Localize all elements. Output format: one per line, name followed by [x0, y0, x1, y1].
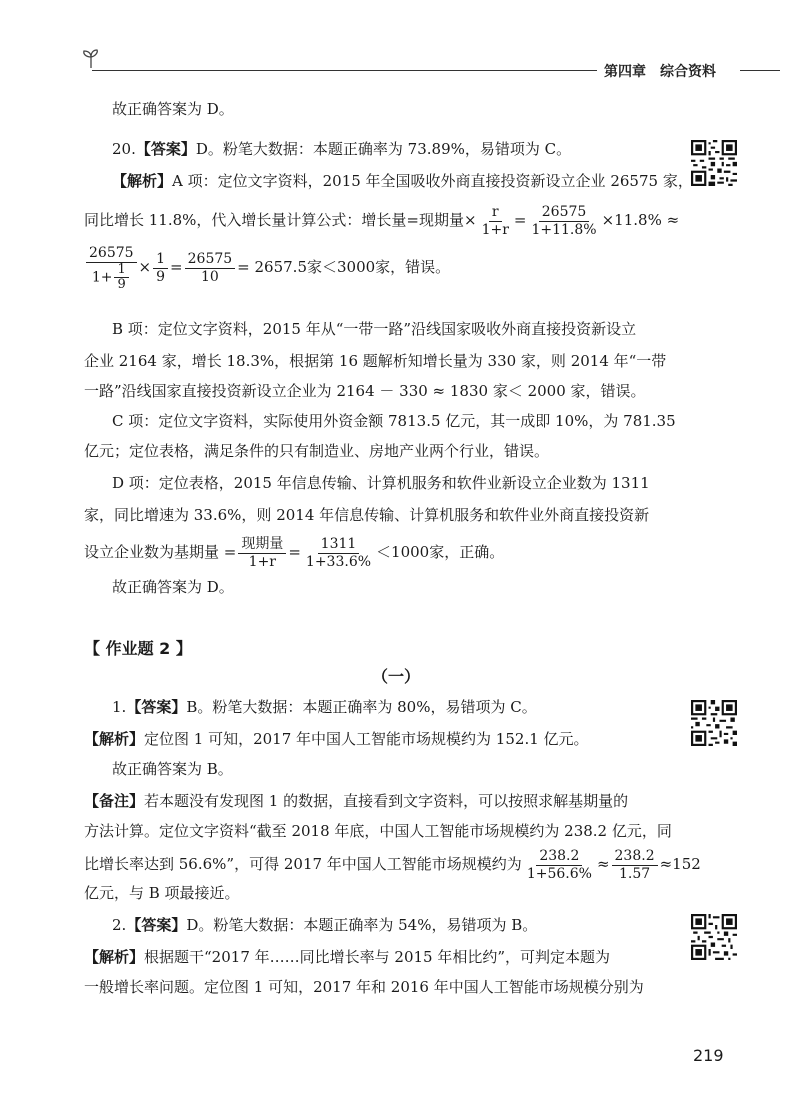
- q1-analysis-text: 定位图 1 可知，2017 年中国人工智能市场规模约为 152.1 亿元。: [144, 730, 589, 748]
- q1-conclusion: 故正确答案为 B。: [112, 760, 233, 778]
- fraction-numerator: 1: [153, 251, 168, 269]
- fraction: [528, 204, 599, 239]
- c-line2: 亿元；定位表格，满足条件的只有制造业、房地产业两个行业，错误。: [84, 442, 550, 460]
- fraction: [303, 536, 374, 571]
- q1-analysis: [84, 728, 589, 750]
- approx-sign: ≈: [596, 855, 610, 873]
- homework-title: 【 作业题 2 】: [84, 639, 192, 658]
- q1-note-line2: 方法计算。定位文字资料“截至 2018 年底，中国人工智能市场规模约为 238.2 亿元，同: [84, 822, 672, 840]
- q20-number: 20.: [112, 140, 136, 158]
- c-line1: C 项：定位文字资料，实际使用外资金额 7813.5 亿元，其一成即 10%，为 781.35: [112, 412, 676, 430]
- note-line3-tail: ≈152: [659, 855, 701, 873]
- fraction-numerator: 现期量: [238, 536, 286, 554]
- fraction: [612, 848, 658, 883]
- conclusion-prev: 故正确答案为 D。: [112, 100, 234, 118]
- fraction-denominator: 1+r: [248, 553, 277, 570]
- fraction-numerator: 238.2: [536, 848, 582, 866]
- answer-tag: 【答案】: [135, 140, 196, 158]
- q20-conclusion: 故正确答案为 D。: [112, 578, 234, 596]
- note-line1-text: 若本题没有发现图 1 的数据，直接看到文字资料，可以按照求解基期量的: [144, 792, 629, 810]
- q2-analysis-line2: 一般增长率问题。定位图 1 可知，2017 年和 2016 年中国人工智能市场规模分别为: [84, 978, 644, 996]
- chapter-title: 综合资料: [660, 64, 716, 80]
- analysis-tag: 【解析】: [84, 948, 145, 966]
- equals-sign: =: [288, 543, 301, 561]
- q20-analysis-a-line1: [112, 170, 693, 192]
- d-line3-text: 设立企业数为基期量 =: [84, 543, 237, 561]
- q2-analysis-line1: [84, 946, 610, 968]
- times-sign: ×: [138, 258, 152, 276]
- q1-number: 1.: [112, 698, 127, 716]
- inner-fraction: [114, 263, 128, 292]
- analysis-tag: 【解析】: [84, 730, 145, 748]
- b-line3: 一路”沿线国家直接投资新设立企业为 2164 － 330 ≈ 1830 家＜ 2000 家，错误。: [84, 382, 646, 400]
- fraction-denominator: 10: [200, 268, 219, 285]
- q2-number: 2.: [112, 916, 127, 934]
- equals-sign: =: [170, 258, 183, 276]
- page-number: 219: [693, 1046, 724, 1065]
- d-line3: [84, 532, 504, 572]
- qr-code-icon[interactable]: [691, 140, 737, 186]
- a-line2-tail: ×11.8% ≈: [601, 211, 680, 229]
- q2-answer-text: D。粉笔大数据：本题正确率为 54%，易错项为 B。: [186, 916, 538, 934]
- chapter-label: 第四章: [604, 64, 646, 80]
- d-line1: D 项：定位表格，2015 年信息传输、计算机服务和软件业新设立企业数为 1311: [112, 474, 650, 492]
- b-line1: B 项：定位文字资料，2015 年从“一带一路”沿线国家吸收外商直接投资新设立: [112, 320, 637, 338]
- qr-code-icon[interactable]: [691, 700, 737, 746]
- fraction-denominator: 9: [156, 268, 166, 285]
- q1-answer-text: B。粉笔大数据：本题正确率为 80%，易错项为 C。: [186, 698, 537, 716]
- q1-note-line4: 亿元，与 B 项最接近。: [84, 884, 240, 902]
- header-dash: [740, 70, 780, 71]
- q20-answer: [112, 138, 571, 160]
- answer-tag: 【答案】: [126, 916, 187, 934]
- a-line3-tail: = 2657.5家＜3000家，错误。: [237, 258, 451, 276]
- q20-analysis-a-line2: [84, 200, 679, 240]
- fraction-numerator: 26575: [539, 204, 590, 222]
- compound-fraction: [86, 245, 137, 292]
- q1-note-line1: [84, 790, 628, 812]
- fraction-denominator: 9: [117, 276, 126, 292]
- q2-analysis-line1-text: 根据题干“2017 年……同比增长率与 2015 年相比约”，可判定本题为: [144, 948, 611, 966]
- fraction: [479, 204, 512, 239]
- fraction-denominator: 1.57: [618, 865, 651, 882]
- fraction-denominator: 1+11.8%: [531, 221, 597, 238]
- homework-subtitle: （一）: [372, 667, 421, 686]
- page-header: [604, 61, 730, 81]
- d-line3-tail: ＜1000家，正确。: [376, 543, 505, 561]
- fraction: [524, 848, 595, 883]
- q20-answer-text: D。粉笔大数据：本题正确率为 73.89%，易错项为 C。: [195, 140, 572, 158]
- fraction: [153, 251, 168, 286]
- q1-answer: [112, 696, 537, 718]
- equals-sign: =: [513, 211, 527, 229]
- q20-analysis-a-line3: [84, 242, 450, 292]
- a-line1-text: A 项：定位文字资料，2015 年全国吸收外商直接投资新设立企业 26575 家，: [172, 172, 693, 190]
- fraction: [185, 251, 236, 286]
- note-line3-text: 比增长率达到 56.6%”，可得 2017 年中国人工智能市场规模约为: [84, 855, 522, 873]
- header-rule: [92, 70, 597, 71]
- fraction-denominator: [89, 263, 134, 292]
- fraction-numerator: 1: [114, 263, 128, 278]
- fraction-numerator: 238.2: [612, 848, 658, 866]
- q2-answer: [112, 914, 537, 936]
- fraction-numerator: 1311: [318, 536, 360, 554]
- qr-code-icon[interactable]: [691, 914, 737, 960]
- fraction: [238, 536, 286, 571]
- denominator-prefix: 1+: [91, 269, 113, 285]
- fraction-denominator: 1+33.6%: [305, 553, 372, 570]
- fraction-numerator: r: [489, 204, 502, 222]
- fraction-numerator: 26575: [86, 245, 137, 263]
- fraction-denominator: 1+56.6%: [526, 865, 592, 882]
- analysis-tag: 【解析】: [112, 172, 173, 190]
- fraction-numerator: 26575: [185, 251, 236, 269]
- leaf-logo-icon: [80, 48, 102, 70]
- fraction-denominator: 1+r: [481, 221, 509, 238]
- answer-tag: 【答案】: [126, 698, 187, 716]
- d-line2: 家，同比增速为 33.6%，则 2014 年信息传输、计算机服务和软件业外商直接投资新: [84, 506, 650, 524]
- a-line2-text: 同比增长 11.8%，代入增长量计算公式：增长量=现期量×: [84, 211, 477, 229]
- b-line2: 企业 2164 家，增长 18.3%，根据第 16 题解析知增长量为 330 家，则 2014 年“一带: [84, 352, 667, 370]
- q1-note-line3: [84, 844, 701, 884]
- note-tag: 【备注】: [84, 792, 145, 810]
